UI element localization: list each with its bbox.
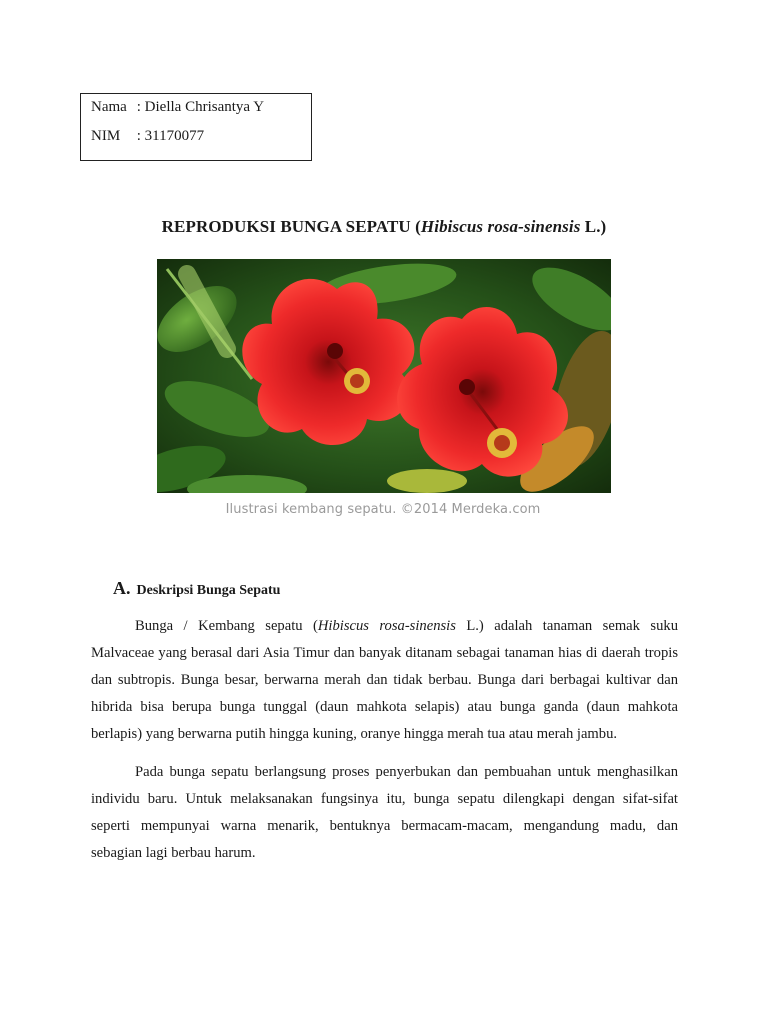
line-text: L.) adalah tanaman semak suku	[455, 618, 678, 634]
paragraph-line: Pada bunga sepatu berlangsung proses penyerbukan dan pembuahan untuk menghasilkan	[135, 764, 678, 780]
paragraph-line: hibrida bisa berupa bunga tunggal (daun mahkota selapis) atau bunga ganda (daun mahkota	[91, 699, 678, 715]
title-species: Hibiscus rosa-sinensis	[420, 217, 581, 236]
title-suffix: L.)	[580, 217, 607, 236]
figure-caption: Ilustrasi kembang sepatu. ©2014 Merdeka.com	[225, 502, 541, 517]
nim-row	[91, 128, 204, 145]
paragraph-line: individu baru. Untuk melaksanakan fungsinya itu, bunga sepatu dilengkapi dengan sifat-sifat	[91, 791, 678, 807]
paragraph-line: dan subtropis. Bunga besar, berwarna merah dan tidak berbau. Bunga dari berbagai kultivar dan	[91, 672, 678, 688]
paragraph-line: seperti mempunyai warna menarik, bentuknya bermacam-macam, mengandung madu, dan	[91, 818, 678, 834]
hibiscus-photo	[157, 259, 611, 493]
name-label: Nama	[91, 99, 127, 115]
paragraph-line: sebagian lagi berbau harum.	[91, 845, 256, 861]
paragraph-reproduction	[91, 759, 678, 867]
nim-label: NIM	[91, 128, 121, 144]
species-name: Hibiscus rosa-sinensis	[317, 618, 456, 634]
section-a-heading	[113, 578, 280, 599]
title-prefix: REPRODUKSI BUNGA SEPATU (	[161, 217, 421, 236]
section-letter: A.	[113, 578, 131, 598]
name-row	[91, 99, 264, 116]
student-info-box	[80, 93, 312, 161]
paragraph-line: berlapis) yang berwarna putih hingga kuning, oranye hingga merah tua atau merah jambu.	[91, 726, 618, 742]
line-text: Bunga / Kembang sepatu (	[135, 618, 318, 634]
paragraph-line: Malvaceae yang berasal dari Asia Timur dan banyak ditanam sebagai tanaman hias di daerah tropis	[91, 645, 678, 661]
paragraph-description	[91, 613, 678, 748]
nim-value: : 31170077	[136, 128, 205, 144]
document-title	[0, 217, 768, 237]
name-value: : Diella Chrisantya Y	[136, 99, 265, 115]
paragraph-line	[91, 613, 678, 640]
section-title: Deskripsi Bunga Sepatu	[136, 583, 281, 598]
